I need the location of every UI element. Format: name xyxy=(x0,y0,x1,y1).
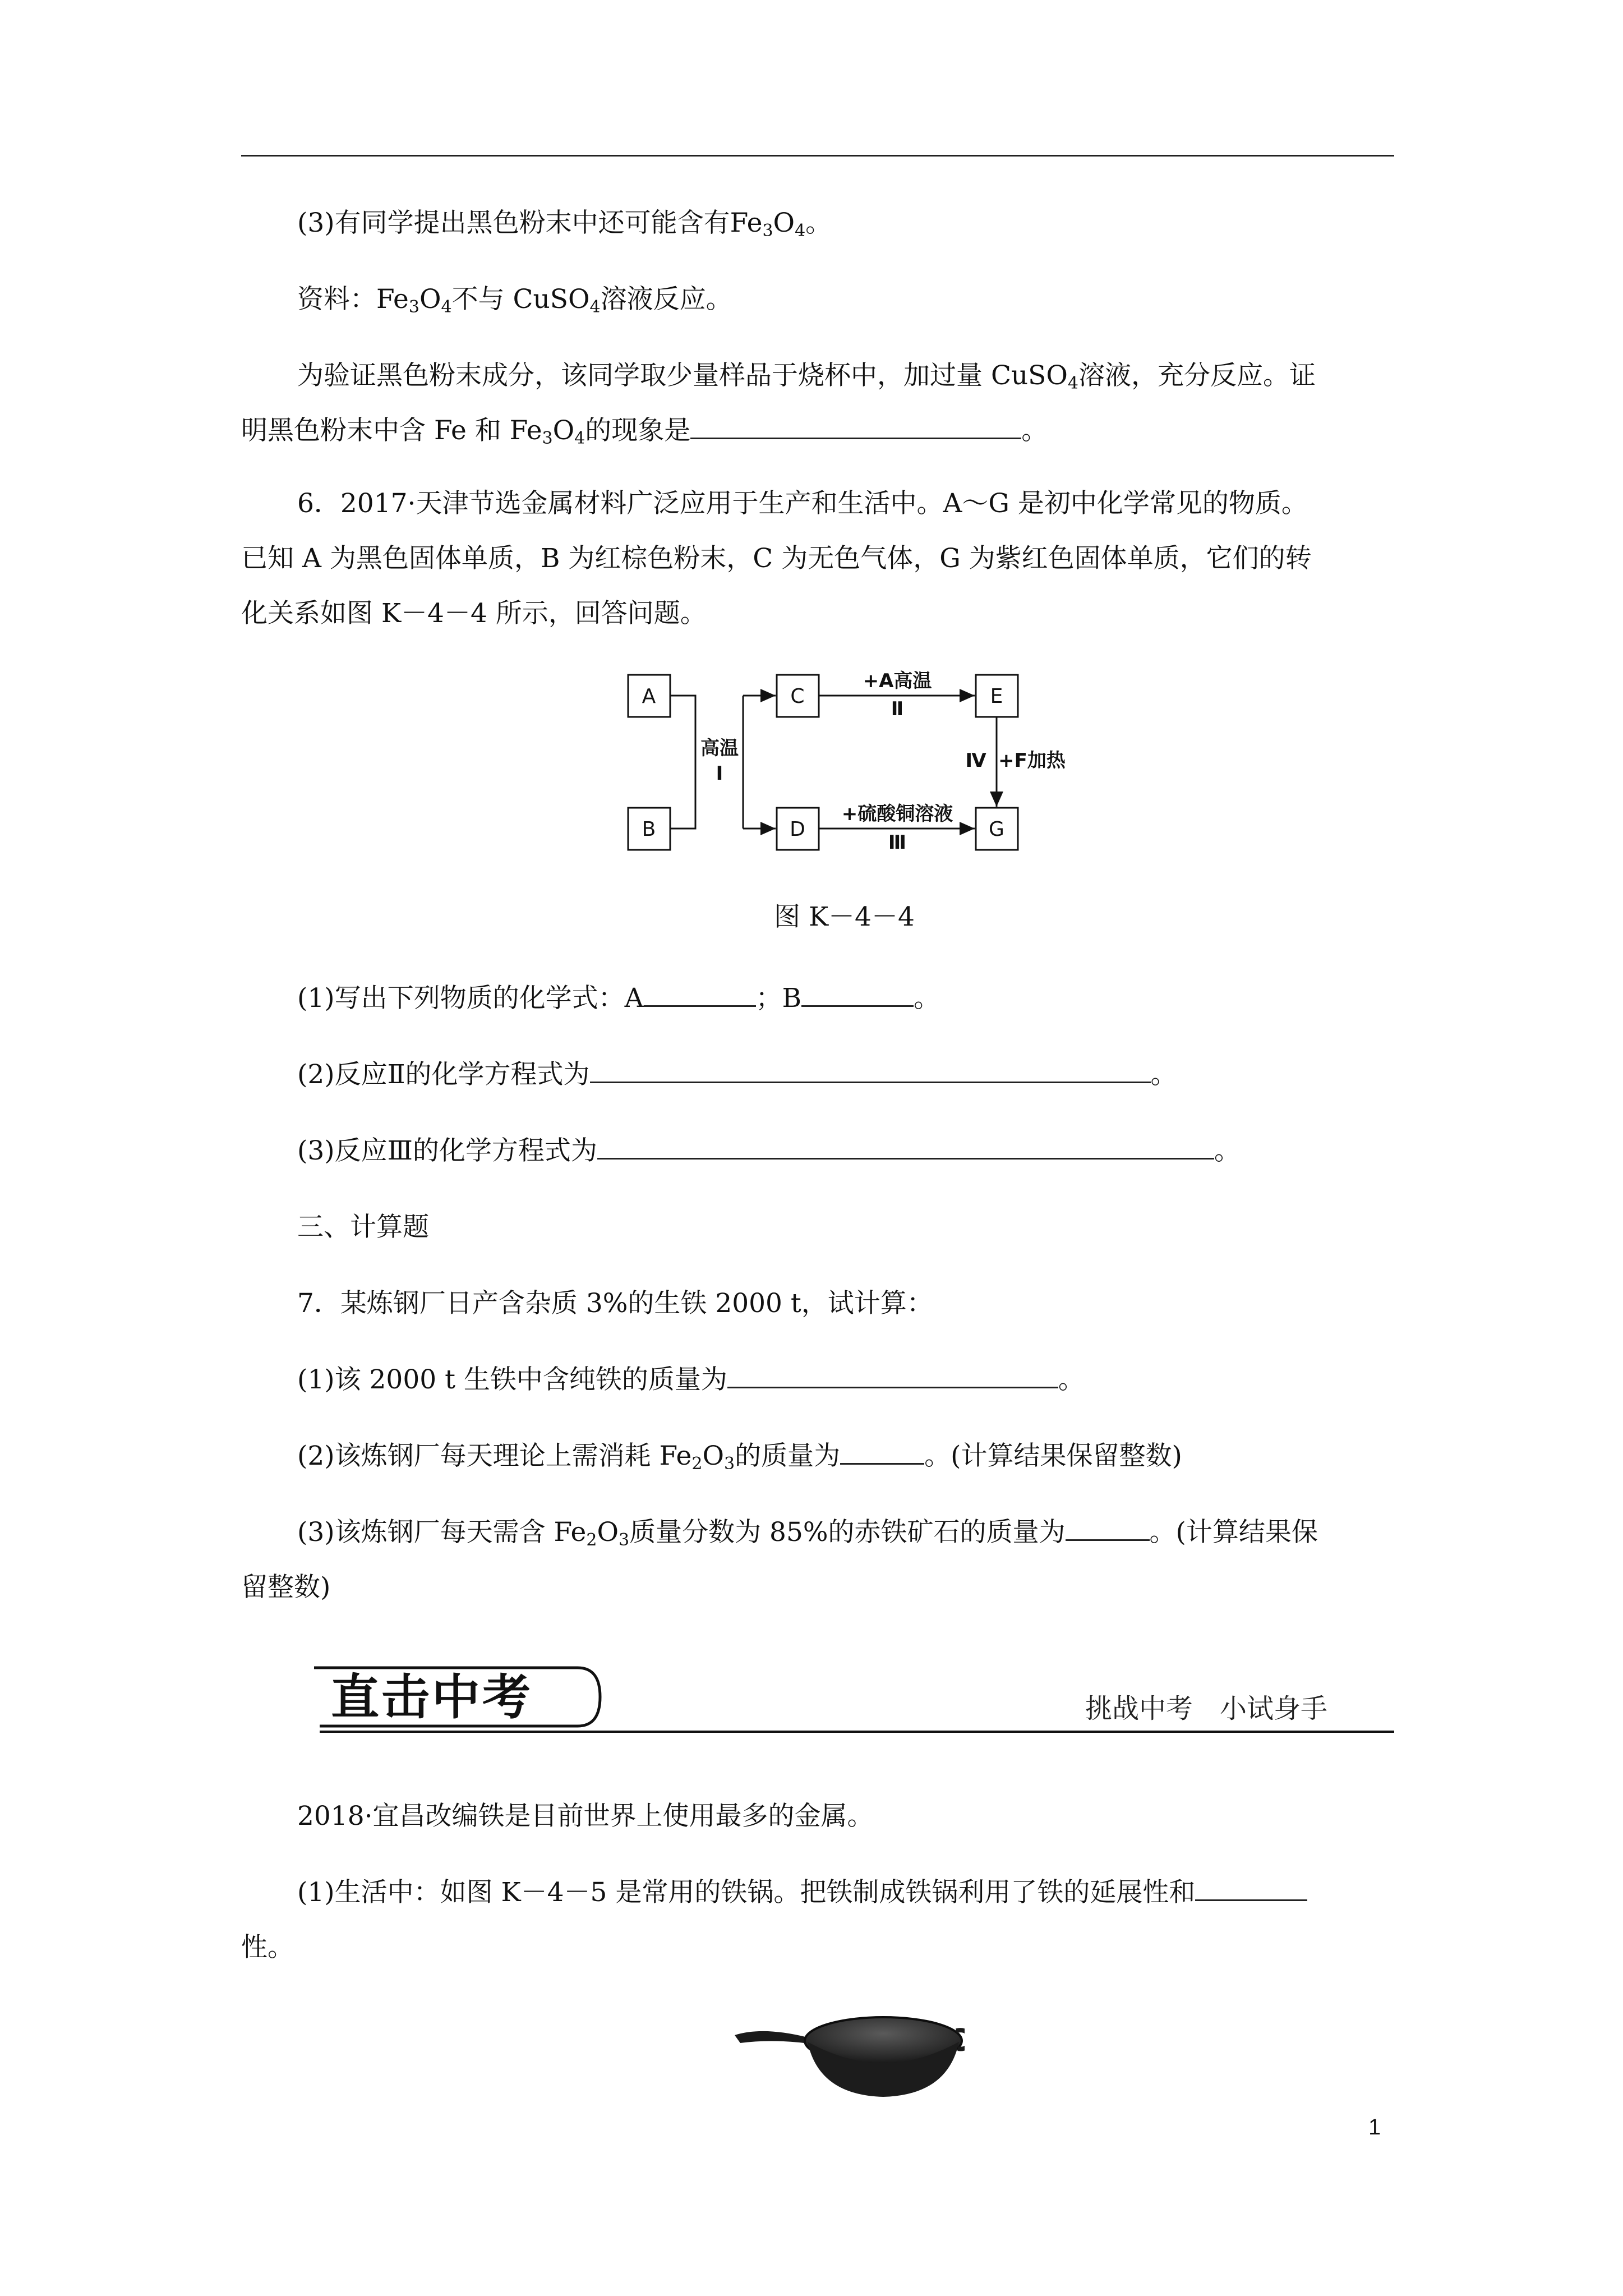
q5-note: 资料：$Fe_3O_4$不与 CuSO$_4$溶液反应。 xyxy=(297,284,732,317)
node-E-label: E xyxy=(990,685,1003,708)
q7-sub2: (2)该炼钢厂每天理论上需消耗 $Fe_2O_3$的质量为 。(计算结果保留整数) xyxy=(297,1441,1182,1474)
q5-item3: (3)有同学提出黑色粉末中还可能含有$Fe_3O_4$。 xyxy=(297,208,832,241)
q6-sub3: (3)反应Ⅲ的化学方程式为 。 xyxy=(297,1135,1241,1166)
r3-condition: +硫酸铜溶液 xyxy=(841,803,953,825)
r2-condition: +A高温 xyxy=(863,670,932,692)
r1-number: Ⅰ xyxy=(716,762,723,785)
banner-slogan: 挑战中考 小试身手 xyxy=(1085,1693,1328,1724)
node-G-label: G xyxy=(989,818,1004,841)
wok-image xyxy=(729,1997,965,2104)
q7-line1: 7．某炼钢厂日产含杂质 3%的生铁 2000 t，试计算： xyxy=(297,1288,933,1319)
section-heading: 三、计算题 xyxy=(297,1212,429,1243)
header-rule xyxy=(241,155,1394,157)
r3-number: Ⅲ xyxy=(888,831,907,854)
section-banner xyxy=(308,1658,1394,1736)
r4-condition: +F加热 xyxy=(998,749,1066,772)
q6-sub1: (1)写出下列物质的化学式：A ；B 。 xyxy=(297,983,940,1014)
q7-sub3: (3)该炼钢厂每天需含 $Fe_2O_3$质量分数为 85%的赤铁矿石的质量为 。(计算结果保 xyxy=(297,1517,1318,1550)
q8-line1: 2018·宜昌改编铁是目前世界上使用最多的金属。 xyxy=(297,1801,874,1832)
node-A-label: A xyxy=(642,685,656,708)
answer-blank-eq2[interactable] xyxy=(590,1059,1151,1083)
reaction-diagram xyxy=(617,665,1066,855)
r4-number: Ⅳ xyxy=(965,749,986,772)
page-number: 1 xyxy=(1368,2115,1381,2139)
q5-verify-line2: 明黑色粉末中含 Fe 和 $Fe_3O_4$的现象是 。 xyxy=(241,415,1048,448)
node-D-label: D xyxy=(790,818,805,841)
q5-verify-line1: 为验证黑色粉末成分，该同学取少量样品于烧杯中，加过量 CuSO$_4$溶液，充分反应。证 xyxy=(297,360,1316,393)
node-B-label: B xyxy=(642,818,656,841)
answer-blank-eq3[interactable] xyxy=(597,1135,1214,1159)
q6-line1: 6．2017·天津节选金属材料广泛应用于生产和生活中。A～G 是初中化学常见的物质。 xyxy=(297,488,1308,519)
answer-blank[interactable] xyxy=(690,415,1021,439)
answer-blank[interactable] xyxy=(1195,1877,1307,1901)
answer-blank-B[interactable] xyxy=(801,983,914,1007)
q6-line2: 已知 A 为黑色固体单质，B 为红棕色粉末，C 为无色气体，G 为紫红色固体单质，它们的转 xyxy=(241,543,1312,574)
q7-sub3-line2: 留整数) xyxy=(241,1572,331,1603)
figure-caption: 图 K－4－4 xyxy=(774,901,915,932)
node-C-label: C xyxy=(790,685,805,708)
q8-sub1: (1)生活中：如图 K－4－5 是常用的铁锅。把铁制成铁锅利用了铁的延展性和 xyxy=(241,1855,1394,1931)
r2-number: Ⅱ xyxy=(891,698,904,720)
q6-sub2: (2)反应Ⅱ的化学方程式为 。 xyxy=(297,1059,1177,1090)
answer-blank[interactable] xyxy=(840,1441,924,1465)
q7-sub1: (1)该 2000 t 生铁中含纯铁的质量为 。 xyxy=(297,1364,1085,1395)
answer-blank-A[interactable] xyxy=(644,983,756,1007)
answer-blank[interactable] xyxy=(727,1364,1058,1388)
banner-title: 直击中考 xyxy=(331,1669,533,1726)
answer-blank[interactable] xyxy=(1066,1517,1150,1541)
r1-condition: 高温 xyxy=(700,737,739,760)
q8-sub1-line2: 性。 xyxy=(241,1932,294,1963)
reactants-bracket xyxy=(670,696,695,829)
q6-line3: 化关系如图 K－4－4 所示，回答问题。 xyxy=(241,598,707,629)
wok-handle xyxy=(735,2031,813,2044)
